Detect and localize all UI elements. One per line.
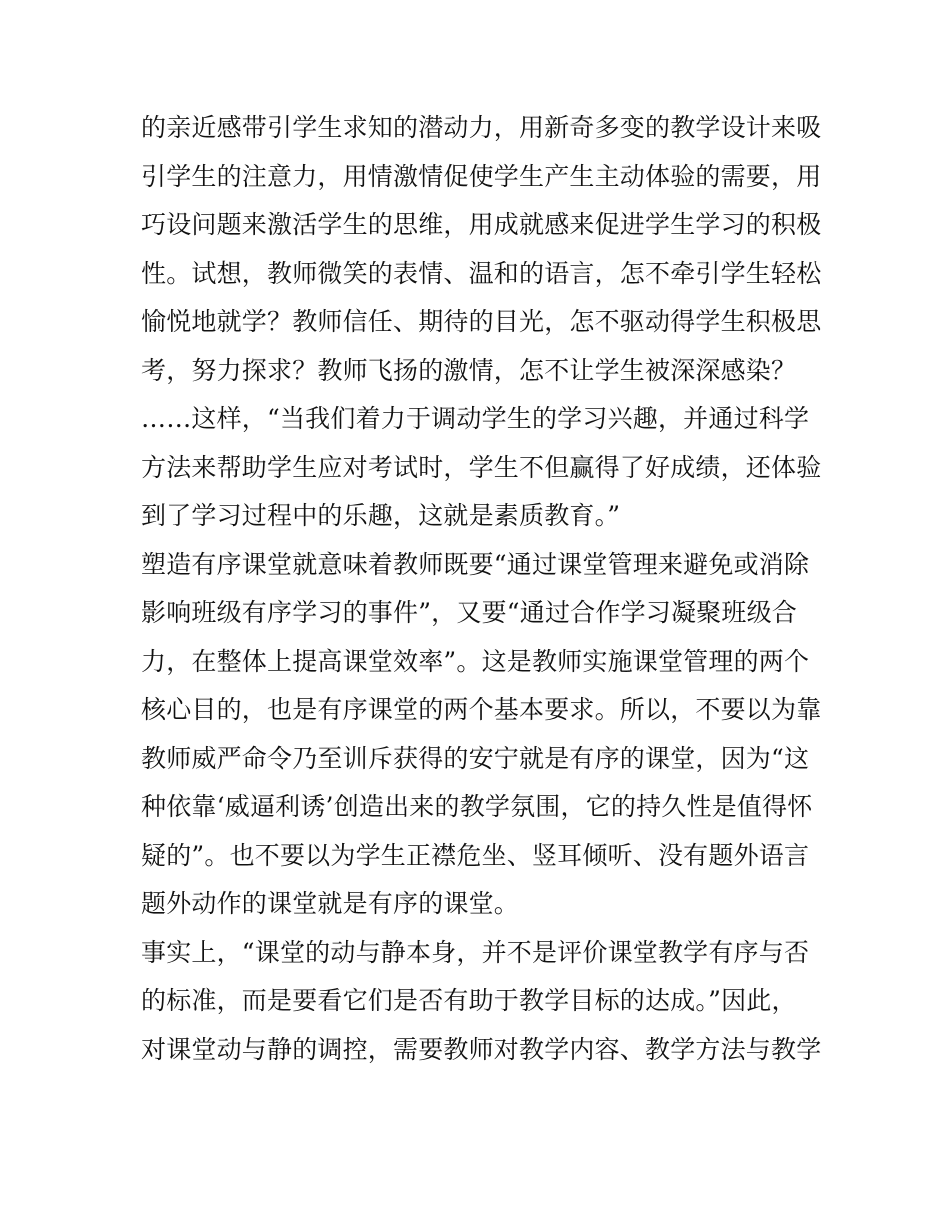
text-line-6: 考，努力探求？教师飞扬的激情，怎不让学生被深深感染？ — [141, 355, 797, 385]
text-line-16: 疑的”。也不要以为学生正襟危坐、竖耳倾听、没有题外语言 — [141, 840, 810, 870]
text-line-12: 力，在整体上提高课堂效率”。这是教师实施课堂管理的两个 — [141, 646, 810, 676]
text-line-2: 引学生的注意力，用情激情促使学生产生主动体验的需要，用 — [141, 161, 822, 191]
text-line-10: 塑造有序课堂就意味着教师既要“通过课堂管理来避免或消除 — [141, 549, 810, 579]
text-line-20: 对课堂动与静的调控，需要教师对教学内容、教学方法与教学 — [141, 1034, 822, 1064]
text-line-4: 性。试想，教师微笑的表情、温和的语言，怎不牵引学生轻松 — [141, 258, 822, 288]
text-line-8: 方法来帮助学生应对考试时，学生不但赢得了好成绩，还体验 — [141, 452, 822, 482]
text-line-19: 的标准，而是要看它们是否有助于教学目标的达成。”因此， — [141, 986, 797, 1015]
text-line-3: 巧设问题来激活学生的思维，用成就感来促进学生学习的积极 — [141, 210, 822, 239]
text-line-17: 题外动作的课堂就是有序的课堂。 — [141, 889, 520, 918]
text-line-14: 教师威严命令乃至训斥获得的安宁就是有序的课堂，因为“这 — [141, 743, 810, 773]
text-line-9: 到了学习过程中的乐趣，这就是素质教育。” — [141, 501, 621, 530]
text-line-7: ……这样，“当我们着力于调动学生的学习兴趣，并通过科学 — [141, 404, 810, 433]
body-text — [141, 104, 821, 1074]
text-line-11: 影响班级有序学习的事件”，又要“通过合作学习凝聚班级合 — [141, 598, 797, 627]
text-line-18: 事实上，“课堂的动与静本身，并不是评价课堂教学有序与否 — [141, 937, 810, 967]
text-line-1: 的亲近感带引学生求知的潜动力，用新奇多变的教学设计来吸 — [141, 113, 822, 142]
text-line-15: 种依靠‘威逼利诱’创造出来的教学氛围，它的持久性是值得怀 — [141, 792, 813, 821]
text-line-5: 愉悦地就学？教师信任、期待的目光，怎不驱动得学生积极思 — [141, 307, 822, 336]
text-line-13: 核心目的，也是有序课堂的两个基本要求。所以，不要以为靠 — [141, 695, 822, 724]
